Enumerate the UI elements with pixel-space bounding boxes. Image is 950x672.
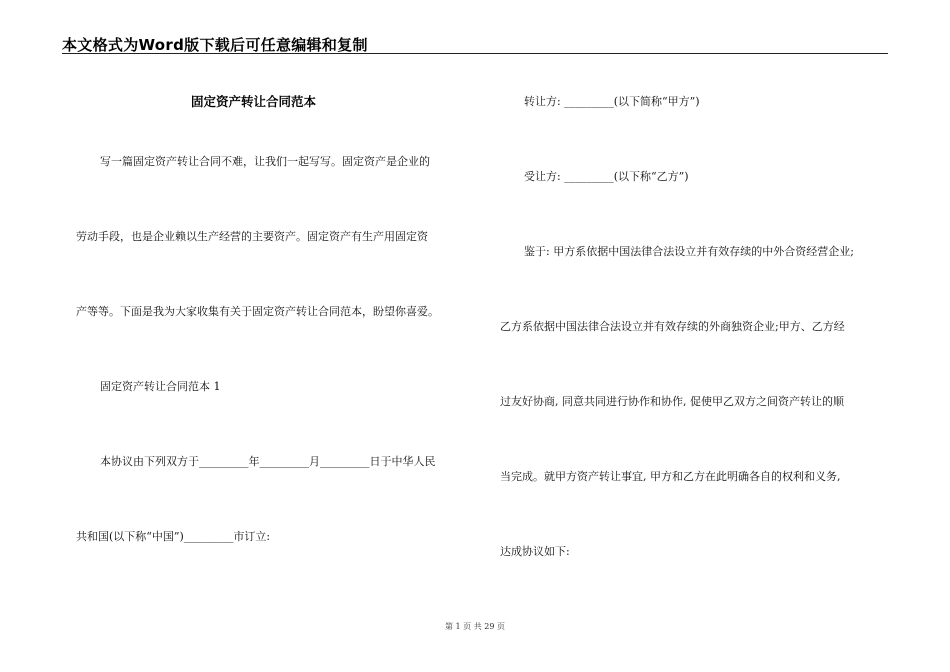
text-line: 转让方: _________(以下简称“甲方”) bbox=[524, 95, 700, 108]
text-line: 乙方系依据中国法律合法设立并有效存续的外商独资企业;甲方、乙方经 bbox=[500, 320, 845, 333]
text-line: 过友好协商, 同意共同进行协作和协作, 促使甲乙双方之间资产转让的顺 bbox=[500, 395, 844, 408]
text-line: 鉴于: 甲方系依据中国法律合法设立并有效存续的中外合资经营企业; bbox=[524, 245, 854, 258]
section-heading: 固定资产转让合同范本 1 bbox=[100, 380, 221, 393]
text-line: 写一篇固定资产转让合同不难，让我们一起写写。固定资产是企业的 bbox=[100, 155, 430, 168]
text-line: 当完成。就甲方资产转让事宜, 甲方和乙方在此明确各自的权利和义务, bbox=[500, 470, 841, 483]
text-line: 共和国(以下称“中国”)_________市订立: bbox=[76, 530, 271, 543]
document-header-title: 本文格式为Word版下载后可任意编辑和复制 bbox=[62, 36, 368, 54]
left-column bbox=[76, 0, 472, 672]
document-title: 固定资产转让合同范本 bbox=[191, 94, 317, 109]
right-column bbox=[500, 0, 892, 672]
text-line: 受让方: _________(以下称“乙方”) bbox=[524, 170, 689, 183]
text-line: 劳动手段，也是企业赖以生产经营的主要资产。固定资产有生产用固定资 bbox=[76, 230, 428, 243]
text-line: 本协议由下列双方于_________年_________月_________日于中华人民 bbox=[100, 455, 436, 468]
text-line: 达成协议如下: bbox=[500, 545, 570, 558]
text-line: 产等等。下面是我为大家收集有关于固定资产转让合同范本，盼望你喜爱。 bbox=[76, 305, 439, 318]
page-number-footer: 第 1 页 共 29 页 bbox=[445, 622, 505, 631]
